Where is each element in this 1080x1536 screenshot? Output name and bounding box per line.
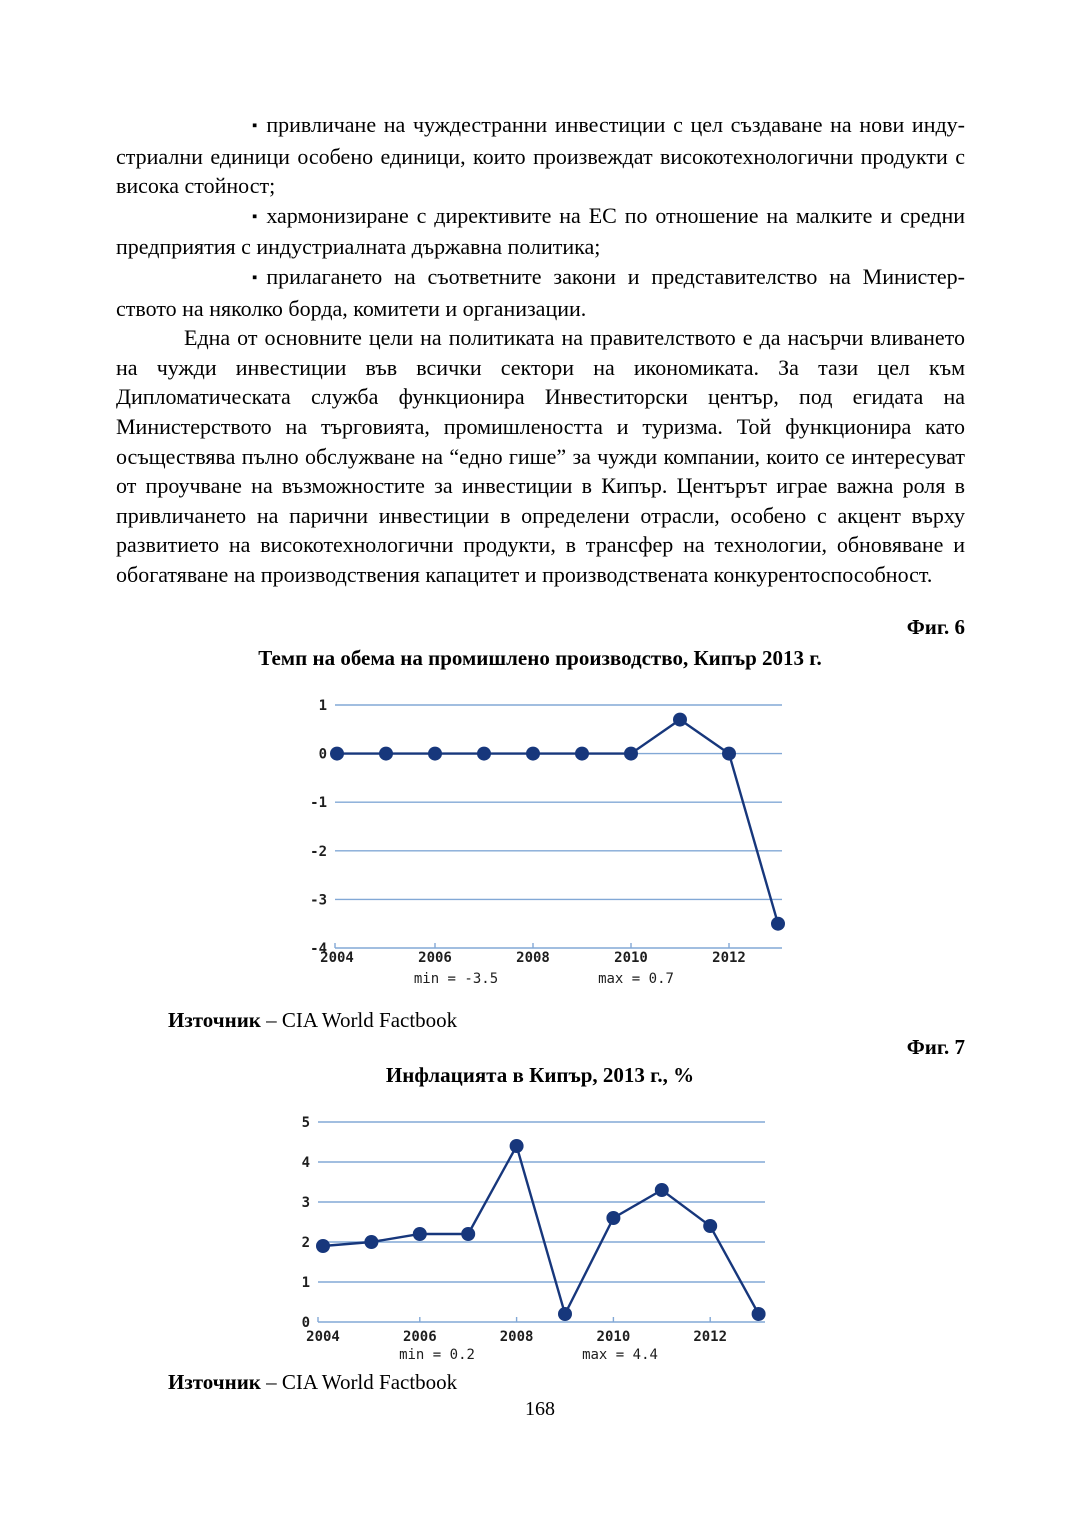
- x-tick-label: 2010: [614, 950, 648, 966]
- data-point-marker: [703, 1219, 717, 1233]
- data-point-marker: [510, 1139, 524, 1153]
- x-tick-label: 2006: [418, 950, 452, 966]
- data-point-marker: [526, 747, 540, 761]
- x-tick-label: 2010: [596, 1329, 631, 1345]
- data-point-marker: [379, 747, 393, 761]
- max-annotation: max = 4.4: [582, 1347, 658, 1363]
- inflation-line-chart: [290, 1105, 790, 1367]
- data-point-marker: [752, 1307, 766, 1321]
- figure6-label: Фиг. 6: [906, 615, 965, 639]
- y-tick-label: -2: [310, 843, 327, 860]
- source-label: Източник: [168, 1370, 261, 1394]
- y-tick-label: 5: [301, 1115, 310, 1131]
- y-tick-label: 2: [301, 1235, 310, 1251]
- source-label: Източник: [168, 1008, 261, 1032]
- min-annotation: min = 0.2: [399, 1347, 475, 1363]
- data-line: [323, 1146, 759, 1314]
- max-annotation: max = 0.7: [598, 971, 674, 987]
- data-point-marker: [428, 747, 442, 761]
- x-tick-label: 2006: [402, 1329, 437, 1345]
- y-tick-label: -1: [310, 795, 327, 812]
- data-point-marker: [575, 747, 589, 761]
- bullet-item: [116, 262, 965, 323]
- data-point-marker: [316, 1239, 330, 1253]
- data-point-marker: [673, 713, 687, 727]
- data-point-marker: [461, 1227, 475, 1241]
- industrial-production-line-chart: [290, 690, 800, 990]
- bullet-item: [116, 201, 965, 262]
- data-point-marker: [722, 747, 736, 761]
- x-tick-label: 2004: [320, 950, 354, 966]
- data-point-marker: [606, 1211, 620, 1225]
- figure6-source: [168, 1008, 457, 1033]
- data-point-marker: [624, 747, 638, 761]
- data-line: [337, 720, 778, 924]
- main-paragraph: Една от основните цели на политиката на правителството е да насърчи вливането на чужди инвестиции във всички сектори на икономиката. За тази цел към Дипломатическата служба функционира Инвеститорски център, под егидата на Министерството на търговията, промишлеността и туризма. Той функционира като осъществява пълно обслужване на “едно гише” за чужди компании, които се интересуват от проучване на възможностите за инвестиции в Кипър. Центърът играе важна роля в привличането на парични инвестиции в определени отрасли, особено с акцент върху развитието на високотехнологични продукти, в трансфер на технологии, обновяване и обогатяване на производствения капацитет и производствената конкурентоспособност.: [116, 325, 965, 587]
- y-tick-label: -4: [310, 941, 327, 957]
- bullet-square-icon: ▪: [252, 208, 258, 225]
- data-point-marker: [558, 1307, 572, 1321]
- min-annotation: min = -3.5: [413, 971, 499, 987]
- x-tick-label: 2004: [306, 1329, 340, 1345]
- bullet-text: привличане на чуждестранни инвестиции с цел създаване на нови индустриални единици особено единици, които произвеждат високотехнологични продукти с висока стойност;: [116, 112, 965, 199]
- y-tick-label: -3: [310, 892, 327, 909]
- data-point-marker: [330, 747, 344, 761]
- page-number: 168: [525, 1398, 555, 1420]
- source-value: – CIA World Factbook: [260, 1008, 458, 1032]
- x-tick-label: 2012: [712, 950, 746, 966]
- y-tick-label: 1: [318, 698, 327, 714]
- x-tick-label: 2008: [499, 1329, 534, 1345]
- source-value: – CIA World Factbook: [260, 1370, 458, 1394]
- body-text: [116, 110, 965, 590]
- x-tick-label: 2012: [693, 1329, 728, 1345]
- bullet-square-icon: ▪: [252, 269, 258, 286]
- figure7-source: [168, 1370, 457, 1395]
- chart-canvas: [290, 690, 800, 990]
- y-tick-label: 3: [301, 1195, 310, 1211]
- bullet-text: прилагането на съответните закони и представителство на Министерството на няколко борда, комитети и организации.: [116, 263, 965, 321]
- y-tick-label: 1: [301, 1275, 310, 1291]
- figure7-title: Инфлацията в Кипър, 2013 г., %: [385, 1063, 695, 1087]
- data-point-marker: [477, 747, 491, 761]
- bullet-item: [116, 110, 965, 201]
- bullet-square-icon: ▪: [252, 118, 258, 134]
- data-point-marker: [364, 1235, 378, 1249]
- bullet-text: хармонизиране с директивите на ЕС по отношение на малките и средни предприятия с индустриалната държавна политика;: [116, 202, 965, 260]
- y-tick-label: 4: [301, 1155, 310, 1171]
- chart-canvas: [290, 1105, 790, 1367]
- figure7-label: Фиг. 7: [906, 1035, 965, 1059]
- y-tick-label: 0: [318, 746, 327, 763]
- data-point-marker: [413, 1227, 427, 1241]
- figure6-title: Темп на обема на промишлено производство, Кипър 2013 г.: [258, 646, 822, 670]
- y-tick-label: 0: [301, 1315, 310, 1331]
- data-point-marker: [771, 917, 785, 931]
- data-point-marker: [655, 1183, 669, 1197]
- x-tick-label: 2008: [516, 950, 550, 966]
